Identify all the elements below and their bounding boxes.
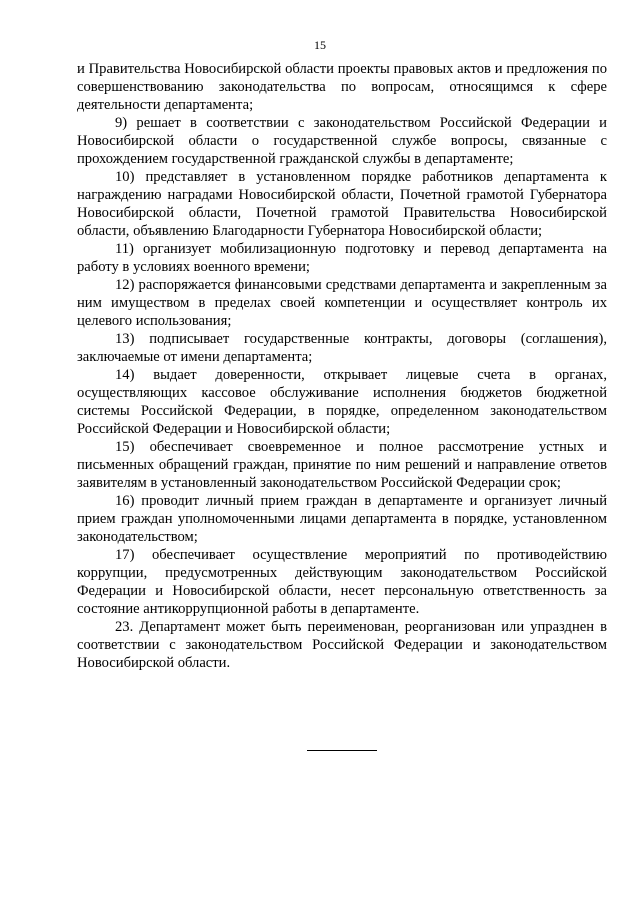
document-body [77, 60, 607, 672]
paragraph-item-9: 9) решает в соответствии с законодательством Российской Федерации и Новосибирской области о государственной службе вопросы, связанные с прохождением государственной гражданской службы в департаменте; [77, 115, 607, 167]
paragraph-item-12: 12) распоряжается финансовыми средствами департамента и закрепленным за ним имуществом в пределах своей компетенции и осуществляет контроль их целевого использования; [77, 277, 607, 329]
page-number: 15 [314, 38, 326, 52]
paragraph-item-10: 10) представляет в установленном порядке работников департамента к награждению наградами Новосибирской области, Почетной грамотой Губернатора Новосибирской области, Почетной грамотой Правительства Новосибирской области, объявлению Благодарности Губернатора Новосибирской области; [77, 169, 607, 239]
end-divider-line [307, 750, 377, 751]
paragraph-continuation: и Правительства Новосибирской области проекты правовых актов и предложения по совершенствованию законодательства по вопросам, относящимся к сфере деятельности департамента; [77, 61, 607, 113]
paragraph-item-11: 11) организует мобилизационную подготовку и перевод департамента на работу в условиях военного времени; [77, 241, 607, 275]
paragraph-item-16: 16) проводит личный прием граждан в департаменте и организует личный прием граждан уполномоченными лицами департамента в порядке, установленном законодательством; [77, 493, 607, 545]
paragraph-item-17: 17) обеспечивает осуществление мероприятий по противодействию коррупции, предусмотренных действующим законодательством Российской Федерации и Новосибирской области, несет персональную ответственность за состояние антикоррупционной работы в департаменте. [77, 547, 607, 617]
paragraph-section-23: 23. Департамент может быть переименован, реорганизован или упразднен в соответствии с законодательством Российской Федерации и законодательством Новосибирской области. [77, 619, 607, 671]
paragraph-item-15: 15) обеспечивает своевременное и полное рассмотрение устных и письменных обращений граждан, принятие по ним решений и направление ответов заявителям в установленный законодательством Российской Федерации срок; [77, 439, 607, 491]
paragraph-item-13: 13) подписывает государственные контракты, договоры (соглашения), заключаемые от имени департамента; [77, 331, 607, 365]
paragraph-item-14: 14) выдает доверенности, открывает лицевые счета в органах, осуществляющих кассовое обслуживание исполнения бюджетов бюджетной системы Российской Федерации, в порядке, определенном законодательством Российской Федерации и Новосибирской области; [77, 367, 607, 437]
